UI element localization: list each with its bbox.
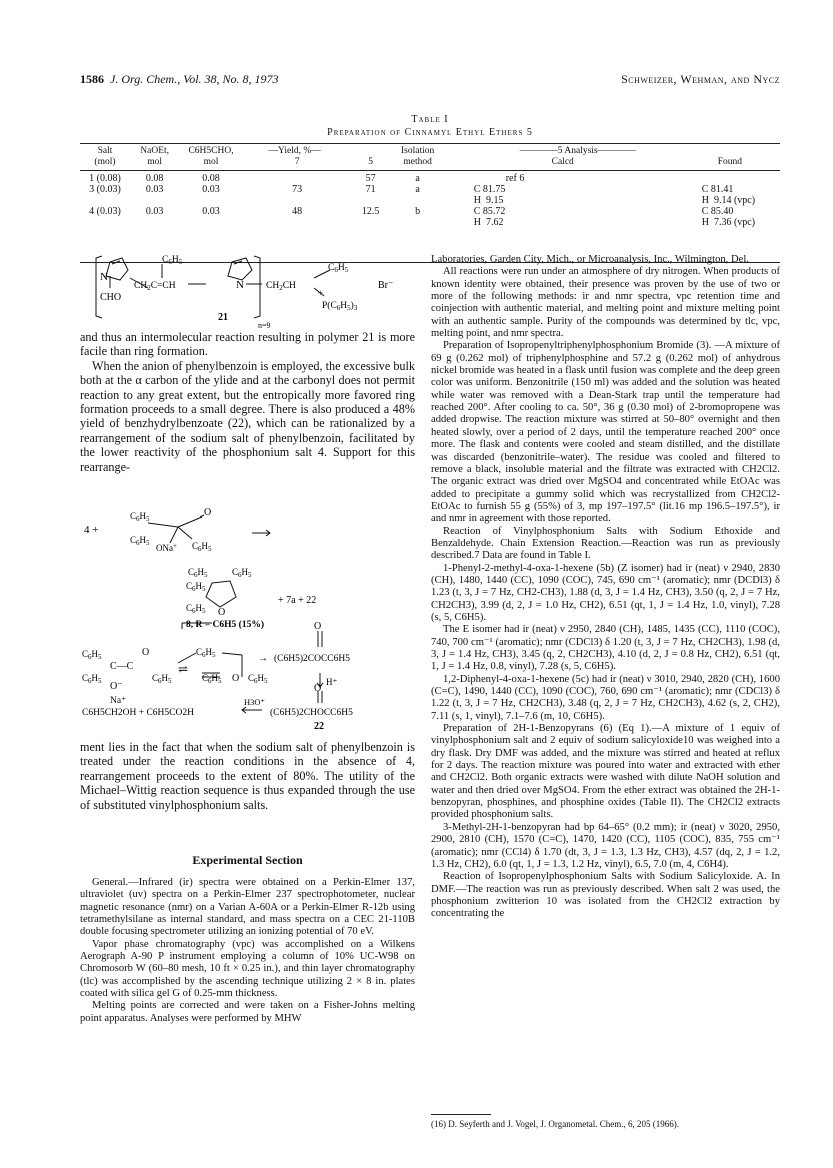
svg-text:C—C: C—C [110, 661, 134, 672]
header-calcd: ————5 Analysis———— Calcd [519, 146, 636, 167]
cell-found [680, 173, 780, 184]
ester-product: (C6H5)2CHOCC6H5 [270, 708, 353, 718]
data-table [80, 146, 780, 228]
phenyl-substituent-2: $C_6H_5$ [328, 263, 349, 274]
paragraph: Laboratories, Garden City, Mich., or Microanalysis, Inc., Wilmington, Del. [431, 254, 749, 265]
reactant-label: 4 + [84, 524, 99, 536]
ring-nitrogen-right: N [236, 279, 244, 291]
svg-text:C6H5: $C_6H_5$ [130, 535, 150, 547]
header-c6h5cho: C6H5CHO, mol [188, 146, 234, 167]
svg-text:O: O [142, 647, 150, 658]
paragraph: Reaction of Isopropenylphosphonium Salts with Sodium Salicyloxide. A. In DMF.—The reaction was run as previously described. When salt 2 was used, the phosphonium zwitterion 10 was isolated from the CH2Cl2 extraction by concentrating the [431, 871, 780, 920]
footnote: (16) D. Seyferth and J. Vogel, J. Organometal. Chem., 6, 205 (1966). [431, 1119, 679, 1129]
svg-text:C6H5: $C_6H_5$ [82, 649, 102, 661]
table-header-row [80, 146, 780, 168]
table-row [80, 184, 780, 206]
svg-text:ONa+: ONa+ [156, 542, 177, 553]
table-row [80, 173, 780, 184]
phenyl-substituent: $C_6H_5$ [162, 255, 183, 266]
paragraph: The E isomer had ir (neat) ν 2950, 2840 (CH), 1485, 1435 (CC), 1110 (COC), 740, 700 cm⁻¹ (aromatic); nmr (CDCl3) δ 1.20 (t, 3, J = 7 Hz, CH2CH3), 1.98 (d, 3, J = 1.4 Hz, CH3), 3.45 (q, 2, CH2CH3), 4.10 (d, 2, J = 0.8 Hz, CH2), 6.51 (qt, 1, J = 1.4 Hz, 0.8, vinyl), 7.28 (s, 5, C6H5). [431, 624, 780, 673]
cell-yield-5: 12.5 [361, 206, 380, 217]
svg-text:C6H5: $C_6H_5$ [196, 647, 216, 659]
left-column-intro [80, 330, 415, 474]
header-salt: Salt (mol) [94, 146, 116, 167]
ring-nitrogen-left: N [100, 271, 108, 283]
hydrolysis-products: C6H5CH2OH + C6H5CO2H [82, 708, 194, 718]
triphenylphosphonium: $P(C_6H_5)_3$ [322, 301, 358, 312]
repeat-count: n=9 [258, 321, 271, 328]
svg-text:O: O [314, 621, 322, 632]
cell-yield-5: 71 [365, 184, 376, 195]
svg-text:O: O [232, 673, 240, 684]
left-column-experimental [80, 877, 415, 1025]
cell-yield-5: 57 [365, 173, 376, 184]
aldehyde-group: CHO [100, 292, 122, 303]
bromide-ion: Br⁻ [378, 280, 394, 291]
cell-cho: 0.03 [202, 184, 220, 195]
acid-catalyst: H⁺ [326, 677, 338, 687]
plus-products: + 7a + 22 [278, 595, 317, 606]
header-yield-5: 5 [368, 157, 373, 167]
cell-method: a [415, 173, 420, 184]
svg-text:C6H5: $C_6H_5$ [188, 567, 208, 579]
paragraph: 1-Phenyl-2-methyl-4-oxa-1-hexene (5b) (Z isomer) had ir (neat) ν 2940, 2830 (CH), 1480, 1440 (CC), 1090 (COC), 745, 690 cm⁻¹ (aromatic); nmr (DCDl3) δ 1.23 (t, 3, J = 7 Hz, CH2-CH3), 1.88 (d, 3, J = 1.4 Hz, CH3), 3.50 (q, 2, J = 7 Hz, CH2CH3), 3.99 (d, 2, J = 1.0 Hz, CH2), 6.51 (qt, 1, J = 1.4 Hz, 1.0, vinyl), 7.28 (s, 5, C6H5). [431, 562, 780, 623]
cell-cho: 0.03 [202, 206, 220, 217]
cell-salt: 1 (0.08) [89, 173, 121, 184]
header-found: Found [717, 157, 742, 167]
paragraph: Preparation of 2H-1-Benzopyrans (6) (Eq 1).—A mixture of 1 equiv of vinylphosphonium salt and 2 equiv of sodium salicyloxide10 was weighed into a dry flask. Dry DMF was added, and the mixture was stirred and heated at reflux for 2 days. The reaction mixture was poured into water and extracted with ether and CH2Cl2. Both organic extracts were washed with dilute NaOH solution and water and then dried over MgSO4. From the ether extract was obtained the 2H-1-benzopyran, phosphines, and phosphine oxides (Table II). The CH2Cl2 extracts provided phosphonium salts. [431, 723, 780, 821]
paragraph: 3-Methyl-2H-1-benzopyran had bp 64–65° (0.2 mm); ir (neat) ν 3020, 2950, 2900, 2810 (CH), 1570 (C=C), 1470, 1420 (CC), 1105 (COC), 835, 755 cm⁻¹ (aromatic); nmr (CCl4) δ 1.70 (dt, 3, J = 1.3, 1.3 Hz, CH3), 4.57 (dq, 2, J = 1.2, 1.3 Hz, CH2), 6.0 (qt, 1, J = 1.3, 1.2 Hz, vinyl), 6.5, 7.0 (m, 4, C6H4). [431, 821, 780, 870]
cell-calcd: C 81.75 H 9.15 [473, 184, 506, 206]
sodium-ion: Na⁺ [110, 696, 127, 706]
right-column [431, 254, 780, 921]
svg-text:⇌: ⇌ [178, 662, 189, 676]
cell-naoet: 0.03 [145, 184, 164, 195]
cell-found: C 81.41 H 9.14 (vpc) [701, 184, 756, 206]
svg-text:C6H5: $C_6H_5$ [202, 673, 222, 685]
cell-yield-7: 73 [292, 184, 303, 195]
table-title: Table I [411, 114, 449, 125]
header-yield-7: —Yield, %— 7 [268, 146, 321, 167]
svg-text:C6H5: $C_6H_5$ [232, 567, 252, 579]
header-naoet: NaOEt, mol [140, 146, 170, 167]
paragraph: Reaction of Vinylphosphonium Salts with Sodium Ethoxide and Benzaldehyde. Chain Extension Reaction.—Reaction was run as previously described.7 Data are found in Table I. [431, 525, 780, 562]
header-isolation: Isolation method [401, 146, 435, 167]
paragraph: 1,2-Diphenyl-4-oxa-1-hexene (5c) had ir (neat) ν 3010, 2940, 2820 (CH), 1600 (C=C), 1490, 1440 (CC), 1090 (COC), 760, 690 cm⁻¹ (aromatic); nmr (CDCl3) δ 1.22 (t, 3, J = 7 Hz, CH2CH3), 3.48 (q, 2, J = 7 Hz, CH2CH3), 4.62 (s, 2, CH2), 7.11 (s, 1, vinyl), 7.1–7.6 (m, 10, C6H5). [431, 673, 780, 722]
plus-charge: + [318, 288, 324, 298]
paragraph: All reactions were run under an atmosphere of dry nitrogen. When products of known identity were obtained, their presence was proven by the use of two or more of the following methods: ir and nmr spectra, vpc retention time and coinjection with authentic material, and melting point and mixture melting point with an authentic sample. Purity of the compounds was determined by tlc, vpc, melting point, and nmr spectra. [431, 266, 780, 340]
cell-salt: 4 (0.03) [89, 206, 121, 217]
cell-method: a [415, 184, 420, 195]
cell-yield-7: 48 [292, 206, 303, 217]
phosphonium-chain: $CH_2CH$ [266, 281, 296, 292]
paragraph: and thus an intermolecular reaction resulting in polymer 21 is more facile than ring formation. [80, 330, 415, 359]
cell-calcd: C 85.72 H 7.62 [473, 206, 506, 228]
compound-label-22: 22 [314, 721, 324, 730]
svg-text:C6H5: $C_6H_5$ [186, 603, 206, 615]
svg-text:O: O [314, 683, 322, 694]
svg-text:C6H5: $C_6H_5$ [192, 541, 212, 553]
paragraph: When the anion of phenylbenzoin is employed, the excessive bulk both at the α carbon of the ylide and at the carbonyl does not permit reaction to any great extent, but the entropically more favored ring formation proceeds to a small degree. There is also produced a 48% yield of benzhydrylbenzoate (22), which can be rationalized by a rearrangement of the sodium salt of phenylbenzoin, facilitated by the lower reactivity of the phosphonium salt 4. Support for this rearrange- [80, 358, 415, 474]
paragraph: General.—Infrared (ir) spectra were obtained on a Perkin-Elmer 137, ultraviolet (uv) spectra on a Perkin-Elmer 237 spectrophotometer, nuclear magnetic resonance (nmr) on a Varian A-60A or a Perkin-Elmer R-12b using tetramethylsilane as internal standard, and mass spectra on a CEC 21-110B double focusing spectrometer utilizing an ionizing potential of 70 eV. [80, 877, 415, 938]
running-header [80, 72, 780, 90]
section-heading: Experimental Section [192, 853, 303, 867]
footnote-rule [431, 1114, 491, 1115]
svg-text:O: O [218, 607, 226, 618]
cell-naoet: 0.08 [145, 173, 164, 184]
cell-yield-7 [243, 173, 352, 184]
cell-salt: 3 (0.03) [89, 184, 121, 195]
cell-found: C 85.40 H 7.36 (vpc) [701, 206, 756, 228]
paragraph: Vapor phase chromatography (vpc) was accomplished on a Wilkens Aerograph A-90 P instrument employing a column of 10% UC-W98 on Chromosorb W (60–80 mesh, 10 ft × 0.25 in.), and thin layer chromatography (tlc) was accomplished by the ascending technique utilizing 2 × 8 in. plates coated with silica gel G of 0.25-mm thickness. [80, 938, 415, 1000]
paragraph: Preparation of Isopropenyltriphenylphosphonium Bromide (3). —A mixture of 69 g (0.262 mol) of triphenylphosphine and 57.2 g (0.262 mol) of anhydrous nickel bromide was heated in a flask until fusion was complete and the deep green color was uniform. Benzonitrile (150 ml) was added and the solution was heated while water was removed with a Dean-Stark trap until the temperature had reached 200°. After cooling to ca. 50°, 36 g (0.30 mol) of 2-bromopropene was added dropwise. The reaction mixture was stirred at 50–80° overnight and then heated slowly, over a period of 2 days, until the temperature reached 200° once more. The flask and contents were cooled and steam distilled, and the distillate was discarded (benzonitrile–water). The residue was cooled and filtered to remove a black, insoluble material and the filtrate was extracted with CH2Cl2. The organic extract was dried over MgSO4 and concentrated while EtOAc was added to precipitate a gummy solid which was recrystallized from CH2Cl2-EtOAc to furnish 55 g (55%) of 3, mp 197–197.5° (lit.16 mp 196.5–197.5°), ir and nmr in agreement with those reported. [431, 340, 780, 525]
author-names: Schweizer, Wehman, and Nycz [621, 72, 780, 86]
svg-text:C6H5: $C_6H_5$ [82, 673, 102, 685]
svg-text:C6H5: $C_6H_5$ [248, 673, 268, 685]
reaction-scheme [82, 505, 417, 730]
hydrolysis-reagent: H3O⁺ [244, 697, 266, 707]
structure-21 [82, 248, 417, 328]
table-row [80, 206, 780, 228]
journal-citation: 1586 J. Org. Chem., Vol. 38, No. 8, 1973 [80, 72, 279, 86]
compound-label-8: 8, R = C6H5 (15%) [186, 620, 264, 630]
cell-method: b [415, 206, 421, 217]
svg-text:C6H5: $C_6H_5$ [186, 581, 206, 593]
svg-text:C6H5: $C_6H_5$ [130, 511, 150, 523]
svg-text:O⁻: O⁻ [110, 681, 123, 692]
svg-text:C6H5: $C_6H_5$ [152, 673, 172, 685]
compound-label-21: 21 [218, 312, 228, 323]
vinyl-linker: $CH_2C=CH$ [134, 281, 176, 292]
table-top-rule [80, 143, 780, 144]
cell-calcd: ref 6 [505, 173, 525, 184]
table-caption: Preparation of Cinnamyl Ethyl Ethers 5 [327, 127, 533, 138]
svg-text:→: → [258, 653, 268, 664]
left-column-conclusion [80, 740, 415, 812]
ketone-product: (C6H5)2COCC6H5 [274, 654, 351, 664]
cell-naoet: 0.03 [145, 206, 164, 217]
cell-cho: 0.08 [202, 173, 220, 184]
paragraph: ment lies in the fact that when the sodium salt of phenylbenzoin is treated under the reaction conditions in the absence of 4, rearrangement proceeds to the extent of 80%. The utility of the Michael–Wittig reaction sequence is thus expanded through the use of substituted vinylphosphonium salts. [80, 740, 415, 812]
svg-text:O: O [204, 507, 212, 518]
paragraph: Melting points are corrected and were taken on a Fisher-Johns melting point apparatus. Analyses were performed by MHW [80, 1000, 415, 1024]
